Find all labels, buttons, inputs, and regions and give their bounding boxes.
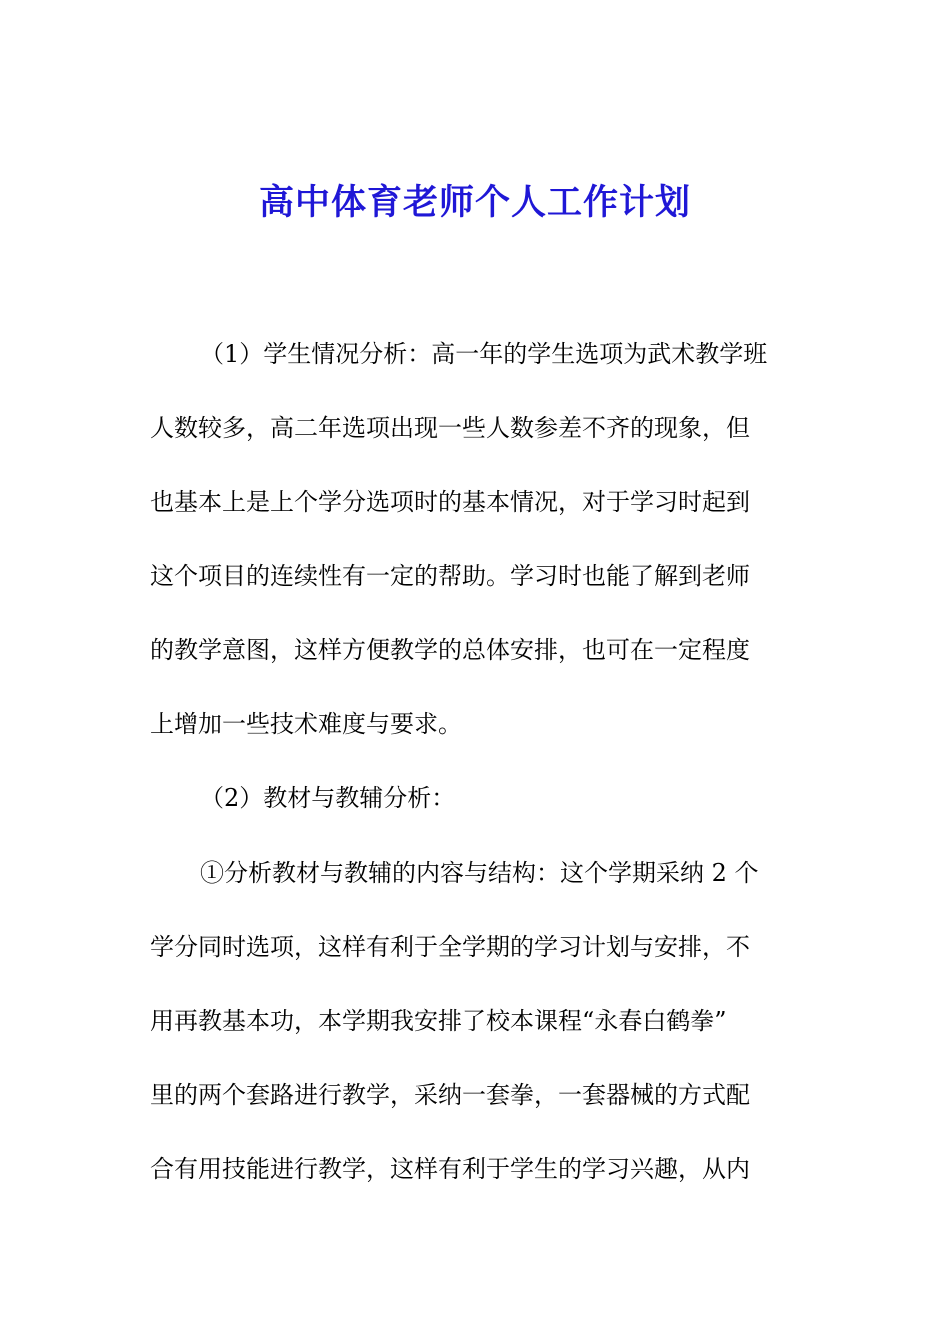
paragraph-line: 也基本上是上个学分选项时的基本情况，对于学习时起到	[150, 488, 750, 516]
paragraph-line: 人数较多，高二年选项出现一些人数参差不齐的现象，但	[150, 414, 750, 442]
paragraph-line: （2）教材与教辅分析：	[200, 784, 456, 812]
paragraph-line: 里的两个套路进行教学，采纳一套拳，一套器械的方式配	[150, 1081, 750, 1109]
document-title: 高中体育老师个人工作计划	[258, 182, 691, 223]
paragraph-line: 的教学意图，这样方便教学的总体安排，也可在一定程度	[150, 636, 750, 664]
paragraph-line: 上增加一些技术难度与要求。	[150, 710, 462, 738]
paragraph-line: ①分析教材与教辅的内容与结构：这个学期采纳 2 个	[200, 859, 759, 887]
paragraph-line: （1）学生情况分析：高一年的学生选项为武术教学班	[200, 340, 768, 368]
paragraph-line: 学分同时选项，这样有利于全学期的学习计划与安排，不	[150, 933, 750, 961]
paragraph-line: 合有用技能进行教学，这样有利于学生的学习兴趣，从内	[150, 1155, 750, 1183]
paragraph-line: 用再教基本功，本学期我安排了校本课程“永春白鹤拳”	[150, 1007, 727, 1035]
paragraph-line: 这个项目的连续性有一定的帮助。学习时也能了解到老师	[150, 562, 750, 590]
